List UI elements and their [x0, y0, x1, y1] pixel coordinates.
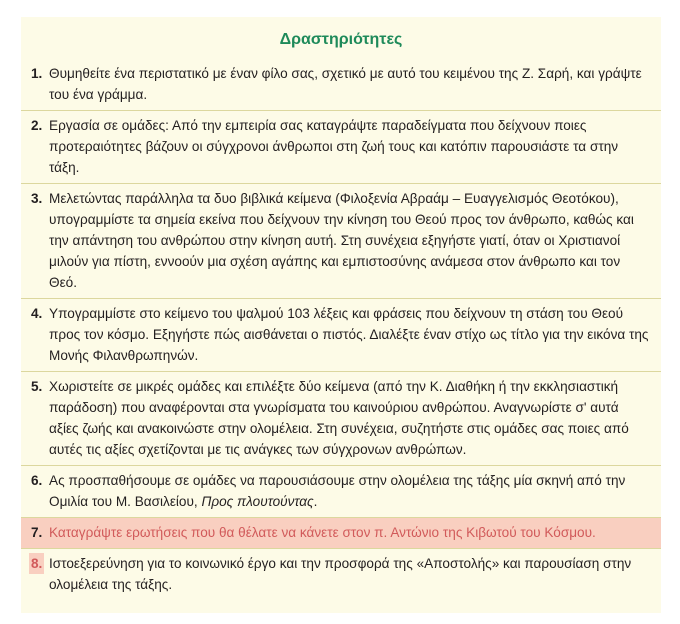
item-text: Εργασία σε ομάδες: Από την εμπειρία σας καταγράψτε παραδείγματα που δείχνουν ποιες προτεραιότητες βάζουν οι σύγχρονοι άνθρωποι στη ζωή τους και κατόπιν παρουσιάστε τα στην τάξη.	[49, 118, 619, 175]
list-item	[21, 549, 661, 600]
item-text: Ιστοεξερεύνηση για το κοινωνικό έργο και την προσφορά της «Αποστολής» και παρουσίαση στην ολομέλεια της τάξης.	[49, 556, 632, 592]
list-item	[21, 59, 661, 111]
item-number-highlighted: 8.	[29, 553, 44, 574]
item-text-tail: .	[313, 494, 318, 509]
item-number: 5.	[31, 379, 43, 394]
item-number: 2.	[31, 118, 43, 133]
list-item	[21, 111, 661, 184]
item-text	[49, 470, 651, 512]
item-number: 4.	[31, 306, 43, 321]
list-item-highlighted	[21, 518, 661, 549]
item-text: Υπογραμμίστε στο κείμενο του ψαλμού 103 λέξεις και φράσεις που δείχνουν τη στάση του Θεού προς τον κόσμο. Εξηγήστε πώς αισθάνεται ο πιστός. Διαλέξτε έναν στίχο ως τίτλο για την εικόνα της Μονής Φιλανθρωπηνών.	[49, 306, 649, 363]
item-number: 3.	[31, 191, 43, 206]
item-text: Χωριστείτε σε μικρές ομάδες και επιλέξτε δύο κείμενα (από την Κ. Διαθήκη ή την εκκλησιαστική παράδοση) που αναφέρονται στα γνωρίσματα του καινούριου ανθρώπου. Αναγνωρίστε σ' αυτά αξίες ζωής και ανακοινώστε στην ολομέλεια. Στη συνέχεια, συζητήστε στις ομάδες σας ποιες από αυτές τις αξίες σχετίζονται με τις ανάγκες των σύγχρονων ανθρώπων.	[49, 379, 629, 457]
page-title: Δραστηριότητες	[279, 31, 403, 48]
item-text: Θυμηθείτε ένα περιστατικό με έναν φίλο σας, σχετικό με αυτό του κειμένου της Ζ. Σαρή, και γράψτε του ένα γράμμα.	[49, 66, 642, 102]
item-number: 6.	[31, 473, 43, 488]
activities-list	[21, 59, 661, 600]
item-number: 1.	[31, 66, 43, 81]
item-text: Μελετώντας παράλληλα τα δυο βιβλικά κείμενα (Φιλοξενία Αβραάμ – Ευαγγελισμός Θεοτόκου), υπογραμμίστε τα σημεία εκείνα που δείχνουν την κίνηση του Θεού προς τον άνθρωπο, καθώς και την απάντηση του ανθρώπου στην κίνηση αυτή. Στη συνέχεια εξηγήστε γιατί, όταν οι Χριστιανοί μιλούν για πίστη, εννοούν μια σχέση αγάπης και εμπιστοσύνης ανάμεσα στον άνθρωπο και τον Θεό.	[49, 191, 634, 290]
list-item	[21, 466, 661, 518]
item-text-italic-title: Προς πλουτούντας	[201, 494, 314, 509]
item-text: Καταγράψτε ερωτήσεις που θα θέλατε να κάνετε στον π. Αντώνιο της Κιβωτού του Κόσμου.	[49, 525, 596, 540]
item-number: 7.	[31, 525, 43, 540]
list-item	[21, 299, 661, 372]
list-item	[21, 184, 661, 299]
item-text-main: Ας προσπαθήσουμε σε ομάδες να παρουσιάσουμε στην ολομέλεια της τάξης μία σκηνή από την Ομιλία του Μ. Βασιλείου,	[49, 473, 626, 509]
list-item	[21, 372, 661, 466]
activities-panel	[21, 17, 661, 613]
